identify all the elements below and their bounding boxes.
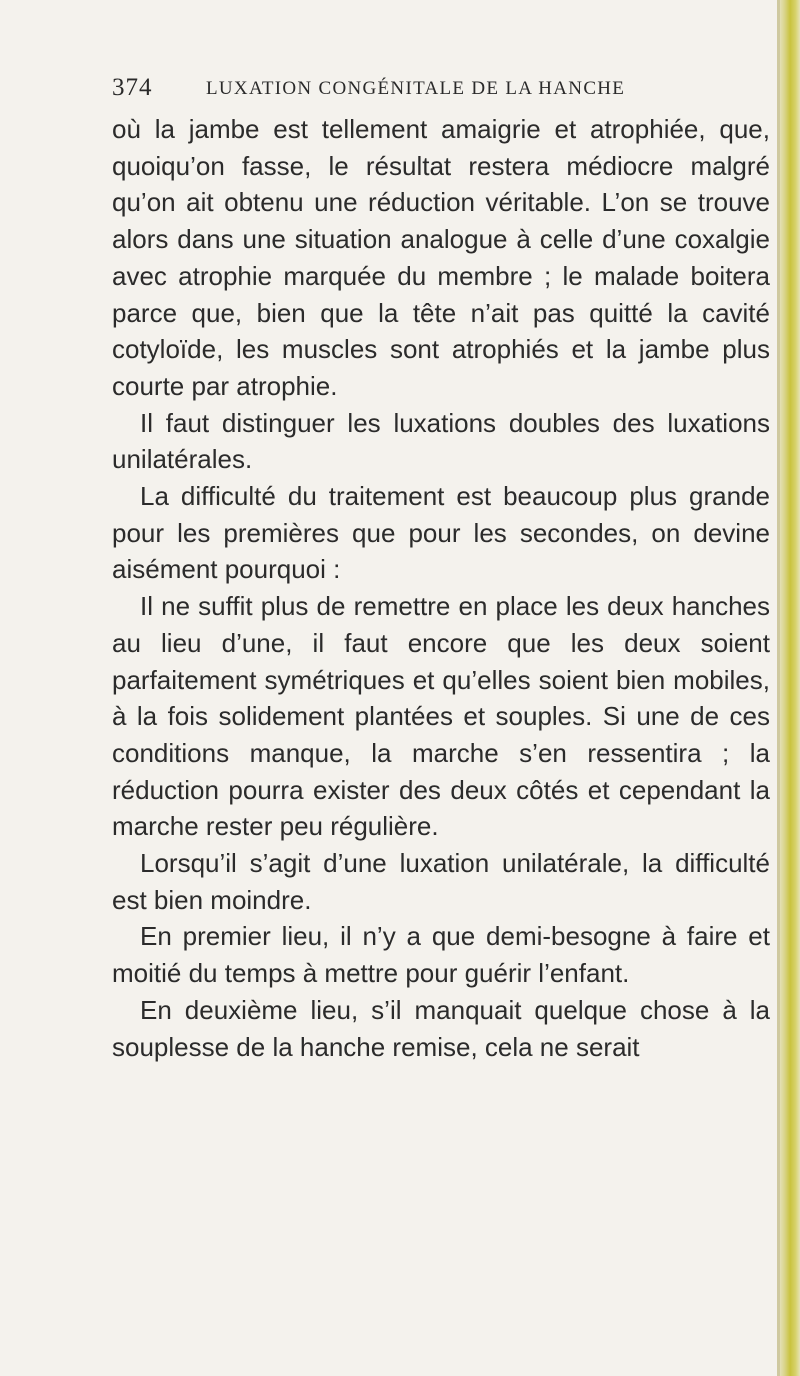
paragraph: Il ne suffit plus de remettre en place les deux hanches au lieu d’une, il faut encore que les deux soient parfaitement symétriques et qu’elles soient bien mobiles, à la fois solidement plantées et souples. Si une de ces conditions manque, la marche s’en ressentira ; la réduction pourra exister des deux côtés et cependant la marche rester peu régulière.: [112, 591, 770, 842]
paragraph: La difficulté du traitement est beaucoup plus grande pour les premières que pour les secondes, on devine aisément pourquoi :: [112, 481, 770, 585]
paragraph: où la jambe est tellement amaigrie et atrophiée, que, quoiqu’on fasse, le résultat restera médiocre malgré qu’on ait obtenu une réduction véritable. L’on se trouve alors dans une situation analogue à celle d’une coxalgie avec atrophie marquée du membre ; le malade boitera parce que, bien que la tête n’ait pas quitté la cavité cotyloïde, les muscles sont atrophiés et la jambe plus courte par atrophie.: [112, 114, 770, 401]
page-edge-shadow: [777, 0, 780, 1376]
running-title: LUXATION CONGÉNITALE DE LA HANCHE: [206, 78, 626, 99]
page-header: [112, 74, 752, 104]
page-edge: [778, 0, 800, 1376]
body-text: [112, 111, 770, 1065]
paragraph: Il faut distinguer les luxations doubles des luxations unilatérales.: [112, 407, 770, 475]
page-number: 374: [112, 74, 153, 101]
paragraph: En deuxième lieu, s’il manquait quelque chose à la souplesse de la hanche remise, cela ne serait: [112, 994, 770, 1062]
paragraph: En premier lieu, il n’y a que demi-besogne à faire et moitié du temps à mettre pour guérir l’enfant.: [112, 921, 770, 989]
paragraph: Lorsqu’il s’agit d’une luxation unilatérale, la difficulté est bien moindre.: [112, 848, 770, 915]
